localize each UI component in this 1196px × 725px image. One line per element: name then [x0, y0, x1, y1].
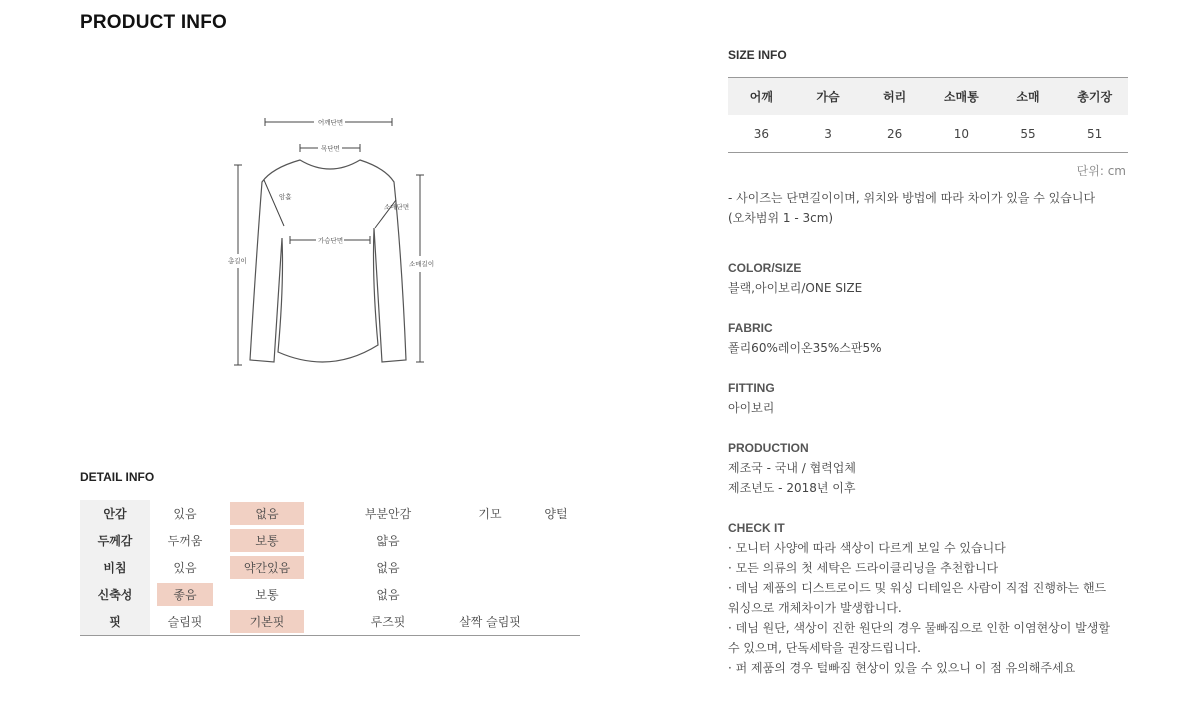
- size-header-cell: 소매: [1016, 90, 1040, 104]
- detail-option-selected: 기본핏: [230, 610, 304, 633]
- color-size-value: 블랙,아이보리/ONE SIZE: [728, 281, 863, 295]
- check-it-line: · 퍼 제품의 경우 털빠짐 현상이 있을 수 있으니 이 점 유의해주세요: [728, 661, 1076, 675]
- size-value-cell: 51: [1087, 126, 1103, 141]
- size-header-cell: 가슴: [816, 90, 840, 104]
- detail-row-label: 두께감: [80, 527, 150, 554]
- production-line: 제조년도 - 2018년 이후: [728, 481, 856, 495]
- detail-row: [80, 527, 580, 554]
- detail-option: 살짝 슬림핏: [459, 615, 521, 629]
- detail-option: 있음: [173, 507, 197, 521]
- size-info-title: SIZE INFO: [728, 48, 787, 62]
- detail-option: 부분안감: [364, 507, 412, 521]
- detail-row: [80, 500, 580, 527]
- size-value-cell: 36: [753, 126, 769, 141]
- detail-row-label: 핏: [80, 608, 150, 635]
- production-line: 제조국 - 국내 / 협력업체: [728, 461, 856, 475]
- production-label: PRODUCTION: [728, 441, 809, 455]
- page-title: PRODUCT INFO: [80, 12, 228, 33]
- label-total-length: 총길이: [228, 257, 247, 265]
- detail-option: 양털: [544, 507, 568, 521]
- size-note-line: (오차범위 1 - 3cm): [728, 211, 834, 225]
- detail-option: 보통: [255, 588, 279, 602]
- check-it-line: 워싱으로 개체차이가 발생합니다.: [728, 601, 902, 615]
- detail-option: 없음: [376, 561, 400, 575]
- size-header-cell: 허리: [883, 90, 907, 104]
- check-it-block: [728, 518, 1138, 678]
- size-note: [728, 188, 1128, 228]
- detail-info-table: [80, 500, 580, 636]
- size-info-table: [728, 77, 1128, 153]
- size-value-cell: 26: [887, 126, 903, 141]
- detail-row-label: 비침: [80, 554, 150, 581]
- label-armhole: 암홀: [279, 193, 292, 201]
- size-header-cell: 총기장: [1077, 90, 1113, 104]
- size-value-cell: 10: [953, 126, 969, 141]
- detail-option: 루즈핏: [370, 615, 406, 629]
- detail-row: [80, 554, 580, 581]
- detail-option-selected: 약간있음: [230, 556, 304, 579]
- label-sleeve-width: 소매단면: [384, 203, 410, 211]
- label-neck-width: 목단면: [321, 144, 340, 153]
- detail-row-label: 신축성: [80, 581, 150, 608]
- color-size-label: COLOR/SIZE: [728, 261, 802, 275]
- detail-row: [80, 581, 580, 608]
- detail-option: 슬림핏: [167, 615, 203, 629]
- check-it-line: · 모든 의류의 첫 세탁은 드라이클리닝을 추천합니다: [728, 561, 999, 575]
- size-value-row: [728, 115, 1128, 152]
- detail-row: [80, 608, 580, 635]
- size-value-cell: 55: [1020, 126, 1036, 141]
- detail-option: 얇음: [376, 534, 400, 548]
- detail-info-title: DETAIL INFO: [80, 470, 155, 484]
- detail-option: 없음: [376, 588, 400, 602]
- check-it-line: · 데님 원단, 색상이 진한 원단의 경우 물빠짐으로 인한 이염현상이 발생할: [728, 621, 1110, 635]
- check-it-label: CHECK IT: [728, 521, 785, 535]
- detail-option: 기모: [478, 507, 502, 521]
- check-it-line: · 모니터 사양에 따라 색상이 다르게 보일 수 있습니다: [728, 541, 1006, 555]
- check-it-line: 수 있으며, 단독세탁을 권장드립니다.: [728, 641, 921, 655]
- size-note-line: - 사이즈는 단면길이이며, 위치와 방법에 따라 차이가 있을 수 있습니다: [728, 191, 1096, 205]
- size-unit: 단위: cm: [1076, 164, 1126, 178]
- size-value-cell: 3: [824, 126, 832, 141]
- fabric-value: 폴리60%레이온35%스판5%: [728, 341, 882, 355]
- color-size-block: [728, 258, 1138, 298]
- detail-option-selected: 좋음: [157, 583, 213, 606]
- detail-row-label: 안감: [80, 500, 150, 527]
- size-header-row: [728, 78, 1128, 115]
- check-it-line: · 데님 제품의 디스트로이드 및 워싱 디테일은 사람이 직접 진행하는 핸드: [728, 581, 1107, 595]
- detail-option-selected: 없음: [230, 502, 304, 525]
- detail-option-selected: 보통: [230, 529, 304, 552]
- fabric-block: [728, 318, 1138, 358]
- production-block: [728, 438, 1138, 498]
- fitting-block: [728, 378, 1138, 418]
- fitting-value: 아이보리: [728, 401, 775, 415]
- label-sleeve-length: 소매길이: [409, 260, 435, 268]
- detail-option: 있음: [173, 561, 197, 575]
- size-header-cell: 소매통: [943, 90, 979, 104]
- label-shoulder-width: 어깨단면: [318, 118, 344, 127]
- size-header-cell: 어깨: [749, 90, 773, 104]
- garment-measurement-diagram: [200, 105, 460, 380]
- label-chest-width: 가슴단면: [318, 236, 344, 245]
- fitting-label: FITTING: [728, 381, 775, 395]
- detail-option: 두꺼움: [167, 534, 203, 548]
- fabric-label: FABRIC: [728, 321, 773, 335]
